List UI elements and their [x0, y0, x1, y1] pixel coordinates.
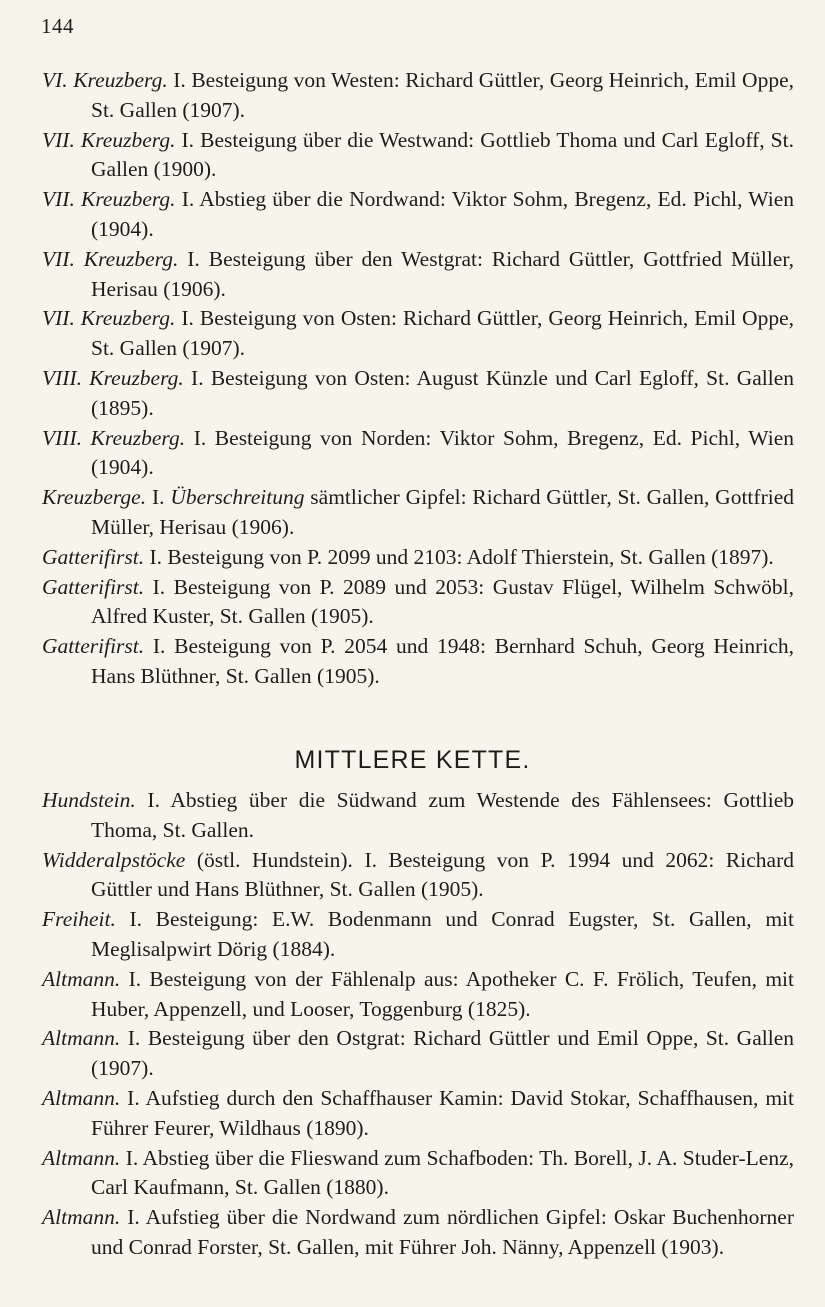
- entry-text: I. Besteigung von Osten: August Künzle und Carl Egloff, St. Gallen (1895).: [91, 365, 794, 420]
- place-name: Altmann.: [42, 966, 121, 991]
- place-name: Gatterifirst.: [42, 544, 145, 569]
- place-name: VII. Kreuzberg.: [42, 187, 176, 212]
- place-name: VIII. Kreuzberg.: [42, 425, 186, 450]
- place-name: VII. Kreuzberg.: [42, 127, 176, 152]
- entry: [42, 632, 794, 692]
- entry-text: I. Aufstieg durch den Schaffhauser Kamin: David Stokar, Schaffhausen, mit Führer Feurer, Wildhaus (1890).: [91, 1085, 794, 1140]
- entry-text: I. Besteigung über die Westwand: Gottlieb Thoma und Carl Egloff, St. Gallen (1900).: [91, 127, 794, 182]
- entry-text: I. Besteigung über den Ostgrat: Richard Güttler und Emil Oppe, St. Gallen (1907).: [91, 1026, 794, 1081]
- entry-text: I. Aufstieg über die Nordwand zum nördlichen Gipfel: Oskar Buchenhorner und Conrad Forster, St. Gallen, mit Führer Joh. Nänny, Appenzell (1903).: [91, 1205, 794, 1259]
- entry: [42, 905, 794, 965]
- entry: [42, 185, 794, 245]
- entry: [42, 965, 794, 1025]
- section-heading: MITTLERE KETTE.: [294, 746, 531, 774]
- place-name: Hundstein.: [42, 788, 136, 812]
- place-name: VII. Kreuzberg.: [42, 306, 176, 331]
- place-name: Kreuzberge.: [42, 485, 147, 510]
- entry: [42, 304, 794, 364]
- entry: [42, 424, 794, 484]
- place-name: VIII. Kreuzberg.: [42, 365, 184, 390]
- entry: [42, 1024, 794, 1084]
- entries-section-upper: [42, 66, 794, 692]
- page-number: 144: [41, 14, 74, 38]
- entry-text: I. Besteigung von P. 2089 und 2053: Gustav Flügel, Wilhelm Schwöbl, Alfred Kuster, St. Gallen (1905).: [91, 574, 794, 629]
- entry-text: I. Abstieg über die Südwand zum Westende des Fählensees: Gottlieb Thoma, St. Gallen.: [91, 788, 794, 842]
- entry: [42, 573, 794, 633]
- entry-text: I. Besteigung über den Westgrat: Richard Güttler, Gottfried Müller, Herisau (1906).: [91, 246, 795, 301]
- place-name: Freiheit.: [42, 907, 116, 932]
- place-name: Gatterifirst.: [42, 634, 145, 659]
- entry-prefix: I.: [146, 485, 171, 510]
- entry-text: I. Besteigung: E.W. Bodenmann und Conrad Eugster, St. Gallen, mit Meglisalpwirt Dörig (1884).: [91, 907, 794, 961]
- entry: [42, 364, 794, 424]
- entry: [42, 126, 794, 186]
- place-name: VI. Kreuzberg.: [42, 68, 168, 92]
- place-name: Gatterifirst.: [42, 574, 145, 599]
- entry: [42, 1203, 794, 1263]
- entry-text: I. Besteigung von Osten: Richard Güttler, Georg Heinrich, Emil Oppe, St. Gallen (1907).: [91, 306, 795, 361]
- entry: [42, 245, 794, 305]
- place-name: Altmann.: [42, 1085, 121, 1110]
- place-name: VII. Kreuzberg.: [42, 246, 179, 271]
- entry: [42, 1144, 794, 1204]
- entry: [42, 543, 794, 573]
- entry-italic-term: Überschreitung: [170, 485, 305, 510]
- entry-text: (östl. Hundstein). I. Besteigung von P. 1994 und 2062: Richard Güttler und Hans Blüthner, St. Gallen (1905).: [91, 847, 794, 902]
- entry-text: I. Besteigung von P. 2054 und 1948: Bernhard Schuh, Georg Heinrich, Hans Blüthner, St. Gallen (1905).: [91, 634, 794, 688]
- entry-text: I. Abstieg über die Nordwand: Viktor Sohm, Bregenz, Ed. Pichl, Wien (1904).: [91, 187, 794, 241]
- entry: [42, 1084, 794, 1144]
- entries-section-lower: [42, 786, 794, 1263]
- entry: [42, 846, 794, 906]
- entry-text: I. Besteigung von P. 2099 und 2103: Adolf Thierstein, St. Gallen (1897).: [144, 544, 774, 569]
- place-name: Altmann.: [42, 1145, 121, 1170]
- entry: [42, 66, 794, 126]
- place-name: Altmann.: [42, 1026, 121, 1051]
- entry-text: I. Abstieg über die Flieswand zum Schafboden: Th. Borell, J. A. Studer-Lenz, Carl Kaufmann, St. Gallen (1880).: [91, 1145, 794, 1200]
- entry-text: I. Besteigung von der Fählenalp aus: Apotheker C. F. Frölich, Teufen, mit Huber, Appenzell, und Looser, Toggenburg (1825).: [91, 966, 794, 1021]
- place-name: Altmann.: [42, 1205, 121, 1230]
- entry-text: I. Besteigung von Westen: Richard Güttler, Georg Heinrich, Emil Oppe, St. Gallen (1907).: [91, 68, 794, 122]
- place-name: Widderalpstöcke: [42, 847, 186, 872]
- entry: [42, 786, 794, 846]
- entry-text: sämtlicher Gipfel: Richard Güttler, St. Gallen, Gottfried Müller, Herisau (1906).: [91, 485, 794, 539]
- entry-text: I. Besteigung von Norden: Viktor Sohm, Bregenz, Ed. Pichl, Wien (1904).: [91, 425, 794, 480]
- entry: [42, 483, 794, 543]
